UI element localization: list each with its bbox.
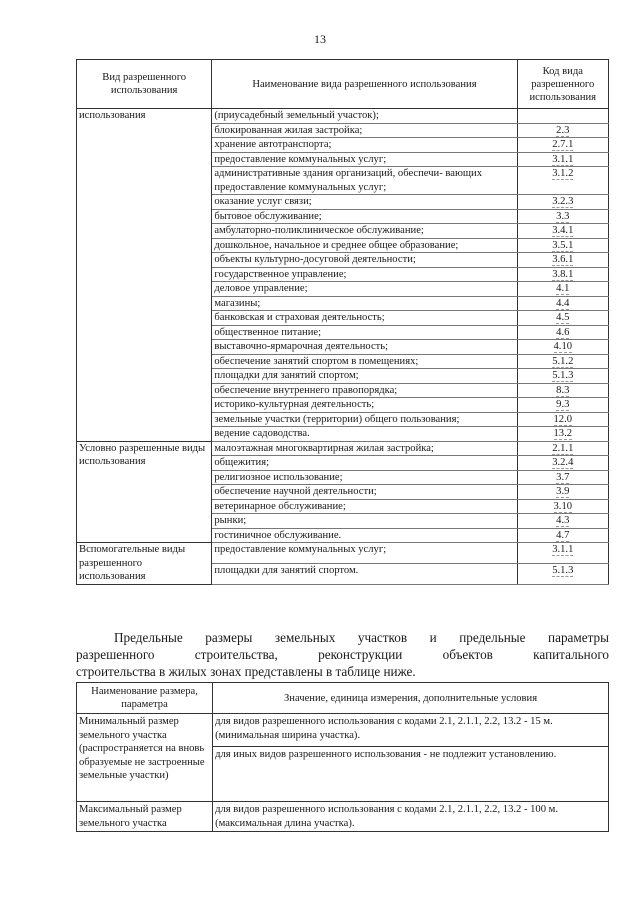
use-code: 3.2.3 xyxy=(552,196,574,207)
use-code-cell xyxy=(517,543,608,564)
use-code-cell xyxy=(517,325,608,340)
use-code: 13.2 xyxy=(553,428,573,439)
use-code-cell xyxy=(517,514,608,529)
use-code-cell xyxy=(517,354,608,369)
header-param: Наименование размера, параметра xyxy=(77,683,213,714)
use-code-cell xyxy=(517,282,608,297)
permitted-use-table xyxy=(76,59,609,585)
use-code: 4.7 xyxy=(556,529,570,541)
use-name-cell: площадки для занятий спортом; xyxy=(212,369,517,384)
use-name-cell: банковская и страховая деятельность; xyxy=(212,311,517,326)
use-name-cell: выставочно-ярмарочная деятельность; xyxy=(212,340,517,355)
page-number: 13 xyxy=(314,32,326,46)
use-name-cell: оказание услуг связи; xyxy=(212,195,517,210)
table-header-row xyxy=(77,683,609,714)
use-code: 3.2.4 xyxy=(552,457,574,468)
use-code-cell xyxy=(517,499,608,514)
use-name-cell: объекты культурно-досуговой деятельности; xyxy=(212,253,517,268)
use-name-cell: предоставление коммунальных услуг; xyxy=(212,152,517,167)
use-code-cell xyxy=(517,398,608,413)
use-name-cell: блокированная жилая застройка; xyxy=(212,123,517,138)
header-value: Значение, единица измерения, дополнительные условия xyxy=(213,683,609,714)
use-code-cell xyxy=(517,224,608,239)
header-code: Код вида разрешенного использования xyxy=(517,60,608,109)
use-name-cell: рынки; xyxy=(212,514,517,529)
use-code-cell xyxy=(517,427,608,442)
use-code: 3.1.1 xyxy=(552,544,574,555)
header-kind: Вид разрешенного использования xyxy=(77,60,212,109)
use-code-cell xyxy=(517,209,608,224)
use-name-cell: бытовое обслуживание; xyxy=(212,209,517,224)
limits-table xyxy=(76,682,609,832)
use-name-cell: дошкольное, начальное и среднее общее образование; xyxy=(212,238,517,253)
table-row xyxy=(77,802,609,832)
use-code-cell xyxy=(517,253,608,268)
use-name-cell: гостиничное обслуживание. xyxy=(212,528,517,543)
use-name-cell: предоставление коммунальных услуг; xyxy=(212,543,517,564)
param-cell: Минимальный размер земельного участка (распространяется на вновь образуемые не застроенные земельные участки) xyxy=(77,714,213,802)
use-code: 9.3 xyxy=(556,399,570,410)
use-code: 3.7 xyxy=(556,471,570,483)
paragraph-line-3: строительства в жилых зонах представлены в таблице ниже. xyxy=(76,664,416,679)
use-code: 4.3 xyxy=(556,515,570,526)
table-row xyxy=(77,441,609,456)
use-name-cell: обеспечение занятий спортом в помещениях; xyxy=(212,354,517,369)
use-name-cell: площадки для занятий спортом. xyxy=(212,563,517,584)
paragraph-line-2: разрешенного строительства, реконструкции объектов капитального xyxy=(76,647,609,662)
use-code: 5.1.2 xyxy=(552,355,574,367)
use-name-cell: государственное управление; xyxy=(212,267,517,282)
use-code: 3.1.1 xyxy=(552,153,574,165)
category-cell: Условно разрешенные виды использования xyxy=(77,441,212,543)
use-code: 3.4.1 xyxy=(552,225,574,236)
table-row xyxy=(77,109,609,124)
use-name-cell: административные здания организаций, обеспечи- вающих предоставление коммунальных услуг; xyxy=(212,167,517,195)
use-name-cell: общественное питание; xyxy=(212,325,517,340)
use-code: 3.9 xyxy=(556,486,570,497)
param-cell: Максимальный размер земельного участка xyxy=(77,802,213,832)
use-name-cell: хранение автотранспорта; xyxy=(212,138,517,153)
use-code: 4.4 xyxy=(556,297,570,309)
use-code-cell xyxy=(517,383,608,398)
use-code-cell xyxy=(517,412,608,427)
use-name-cell: магазины; xyxy=(212,296,517,311)
category-cell: использования xyxy=(77,109,212,442)
use-name-cell: земельные участки (территории) общего пользования; xyxy=(212,412,517,427)
use-name-cell: обеспечение научной деятельности; xyxy=(212,485,517,500)
use-name-cell: (приусадебный земельный участок); xyxy=(212,109,517,124)
use-code: 4.5 xyxy=(556,312,570,323)
use-code-cell xyxy=(517,340,608,355)
value-cell: для видов разрешенного использования с кодами 2.1, 2.1.1, 2.2, 13.2 - 100 м. (максимальная длина участка). xyxy=(213,802,609,832)
permitted-use-body xyxy=(77,109,609,585)
use-code-cell xyxy=(517,138,608,153)
use-code: 5.1.3 xyxy=(552,564,574,576)
use-code: 3.6.1 xyxy=(552,254,574,265)
value-cell: для видов разрешенного использования с кодами 2.1, 2.1.1, 2.2, 13.2 - 15 м. (минимальная ширина участка). xyxy=(213,714,609,747)
use-code-cell xyxy=(517,167,608,195)
use-code-cell xyxy=(517,311,608,326)
use-name-cell: историко-культурная деятельность; xyxy=(212,398,517,413)
use-code: 4.1 xyxy=(556,283,570,294)
limits-paragraph xyxy=(76,629,609,680)
use-name-cell: общежития; xyxy=(212,456,517,471)
use-code-cell xyxy=(517,470,608,485)
paragraph-line-1: Предельные размеры земельных участков и предельные параметры xyxy=(114,630,609,645)
table-row xyxy=(77,714,609,747)
value-cell: для иных видов разрешенного использования - не подлежит установлению. xyxy=(213,747,609,802)
use-code-cell xyxy=(517,296,608,311)
use-code: 4.10 xyxy=(553,341,573,352)
use-code-cell xyxy=(517,195,608,210)
use-code-cell xyxy=(517,152,608,167)
use-code-cell xyxy=(517,109,608,124)
use-name-cell: ветеринарное обслуживание; xyxy=(212,499,517,514)
use-code-cell xyxy=(517,563,608,584)
use-code-cell xyxy=(517,369,608,384)
category-cell: Вспомогательные виды разрешенного использования xyxy=(77,543,212,585)
use-code: 3.1.2 xyxy=(552,168,574,179)
use-name-cell: амбулаторно-поликлиническое обслуживание; xyxy=(212,224,517,239)
use-name-cell: ведение садоводства. xyxy=(212,427,517,442)
use-code: 3.10 xyxy=(553,500,573,512)
use-name-cell: религиозное использование; xyxy=(212,470,517,485)
use-name-cell: малоэтажная многоквартирная жилая застройка; xyxy=(212,441,517,456)
use-code: 5.1.3 xyxy=(552,370,574,381)
use-code: 3.3 xyxy=(556,210,570,222)
use-code-cell xyxy=(517,123,608,138)
use-code: 3.5.1 xyxy=(552,239,574,251)
use-code-cell xyxy=(517,485,608,500)
use-code-cell xyxy=(517,441,608,456)
header-name: Наименование вида разрешенного использования xyxy=(212,60,517,109)
use-code-cell xyxy=(517,456,608,471)
table-row xyxy=(77,543,609,564)
use-code: 3.8.1 xyxy=(552,268,574,280)
use-code: 2.1.1 xyxy=(552,442,574,454)
use-name-cell: деловое управление; xyxy=(212,282,517,297)
use-code-cell xyxy=(517,267,608,282)
use-code: 4.6 xyxy=(556,326,570,338)
use-code: 12.0 xyxy=(553,413,573,425)
use-code-cell xyxy=(517,238,608,253)
table-header-row xyxy=(77,60,609,109)
use-code: 2.7.1 xyxy=(552,139,574,150)
use-code: 2.3 xyxy=(556,124,570,136)
use-code: 8.3 xyxy=(556,384,570,396)
use-code-cell xyxy=(517,528,608,543)
use-name-cell: обеспечение внутреннего правопорядка; xyxy=(212,383,517,398)
